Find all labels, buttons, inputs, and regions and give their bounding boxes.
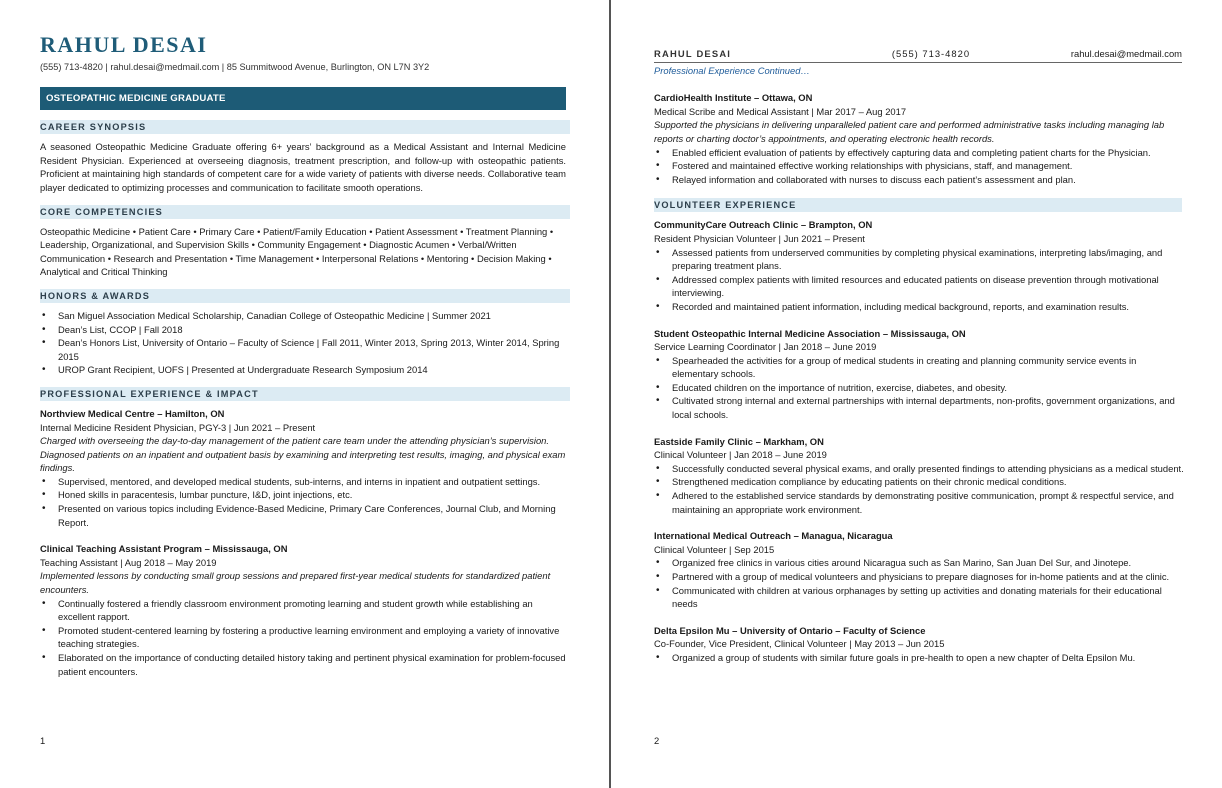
job-bullets	[40, 475, 568, 529]
job-organization: Student Osteopathic Internal Medicine Association – Mississauga, ON	[654, 327, 966, 339]
bullet-item: • Partnered with a group of medical volunteers and physicians to prepare diagnoses for in-home patients and at the clinic.	[654, 570, 1184, 584]
section-heading-experience: PROFESSIONAL EXPERIENCE & IMPACT	[40, 387, 570, 401]
job-organization: CommunityCare Outreach Clinic – Brampton, ON	[654, 219, 873, 231]
job-bullets	[40, 597, 568, 679]
resume-page-2	[612, 0, 1222, 788]
bullet-item: • Continually fostered a friendly classroom environment promoting learning and student growth while establishing an excellent rapport.	[40, 597, 568, 624]
section-heading-synopsis: CAREER SYNOPSIS	[40, 120, 570, 134]
job-entry	[654, 624, 1184, 665]
job-organization: Eastside Family Clinic – Markham, ON	[654, 435, 824, 447]
bullet-item: • Presented on various topics including Evidence-Based Medicine, Primary Care Conferences, Journal Club, and Morning Report.	[40, 502, 568, 529]
bullet-item: • Fostered and maintained effective working relationships with physicians, staff, and management.	[654, 159, 1184, 173]
bullet-item: • Adhered to the established service standards by demonstrating positive communication, prompt & respectful service, and maintaining an appropriate work environment.	[654, 489, 1184, 516]
running-header	[654, 47, 1182, 63]
job-entry	[654, 327, 1184, 422]
bullet-item: • Dean’s List, CCOP | Fall 2018	[40, 323, 568, 337]
job-role-dates: Internal Medicine Resident Physician, PGY-3 | Jun 2021 – Present	[40, 421, 316, 433]
job-role-dates: Co-Founder, Vice President, Clinical Volunteer | May 2013 – Jun 2015	[654, 638, 945, 650]
contact-line: (555) 713-4820 | rahul.desai@medmail.com | 85 Summitwood Avenue, Burlington, ON L7N 3Y2	[40, 62, 430, 72]
section-heading-competencies: CORE COMPETENCIES	[40, 205, 570, 219]
resume-page-1	[0, 0, 610, 788]
bullet-item: • Spearheaded the activities for a group of medical students in creating and planning community service events in elementary schools.	[654, 354, 1184, 381]
bullet-item: • Supervised, mentored, and developed medical students, sub-interns, and interns in inpatient and outpatient settings.	[40, 475, 568, 489]
job-bullets	[654, 651, 1184, 665]
bullet-item: • Enabled efficient evaluation of patients by effectively capturing data and completing patient charts for the Physician.	[654, 146, 1184, 160]
bullet-item: • Promoted student-centered learning by fostering a productive learning environment and employing a variety of innovative teaching strategies.	[40, 624, 568, 651]
experience-list	[40, 407, 568, 678]
job-entry	[40, 407, 568, 529]
bullet-item: • Successfully conducted several physical exams, and orally presented findings to attending physicians as a medical student.	[654, 462, 1184, 476]
job-organization: International Medical Outreach – Managua, Nicaragua	[654, 530, 893, 542]
job-role-dates: Clinical Volunteer | Sep 2015	[654, 543, 775, 555]
candidate-name: RAHUL DESAI	[40, 32, 208, 57]
bullet-item: • Strengthened medication compliance by educating patients on their chronic medical conditions.	[654, 475, 1184, 489]
job-entry	[654, 91, 1184, 186]
header-phone: (555) 713-4820	[891, 48, 971, 59]
job-role-dates: Teaching Assistant | Aug 2018 – May 2019	[40, 556, 217, 568]
synopsis-text: A seasoned Osteopathic Medicine Graduate offering 6+ years’ background as a Medical Assistant and Internal Medicine Resident Physician. Experienced at overseeing diagnosis, treatment prescription, and follow-up with osteopathic patients. Proficient at maintaining high standards of competent care for a wide variety of patients with diverse needs. Collaborative team player dedicated to optimizing processes and communication to facilitate smooth operations.	[40, 141, 566, 193]
bullet-item: • UROP Grant Recipient, UOFS | Presented at Undergraduate Research Symposium 2014	[40, 363, 568, 377]
job-description: Supported the physicians in delivering unparalleled patient care and performed administrative tasks including managing lab reports or charting doctor’s appointments, and operating electronic health records.	[654, 119, 1165, 144]
bullet-item: • Communicated with children at various orphanages by setting up activities and donating materials for their educational needs	[654, 584, 1184, 611]
experience-continued-list	[654, 91, 1184, 186]
job-role-dates: Service Learning Coordinator | Jan 2018 – June 2019	[654, 341, 877, 353]
bullet-item: • Cultivated strong internal and external partnerships with internal departments, non-profits, government organizations, and local schools.	[654, 394, 1184, 421]
job-entry	[654, 218, 1184, 313]
bullet-item: • San Miguel Association Medical Scholarship, Canadian College of Osteopathic Medicine | Summer 2021	[40, 309, 568, 323]
bullet-item: • Organized a group of students with similar future goals in pre-health to open a new chapter of Delta Epsilon Mu.	[654, 651, 1184, 665]
job-organization: Clinical Teaching Assistant Program – Mississauga, ON	[40, 543, 288, 555]
header-name: RAHUL DESAI	[654, 48, 732, 59]
bullet-item: • Addressed complex patients with limited resources and educated patients on disease prevention through motivational interviewing.	[654, 273, 1184, 300]
job-entry	[654, 435, 1184, 517]
bullet-item: • Organized free clinics in various cities around Nicaragua such as San Marino, San Juan Del Sur, and Jinotepe.	[654, 556, 1184, 570]
job-entry	[40, 542, 568, 678]
bullet-item: • Elaborated on the importance of conducting detailed history taking and pertinent physical examination for problem-focused patient encounters.	[40, 651, 568, 678]
section-heading-volunteer: VOLUNTEER EXPERIENCE	[654, 198, 1182, 212]
job-description: Charged with overseeing the day-to-day management of the patient care team under the attending physician’s supervision. Diagnosed patients on an inpatient and outpatient basis by examining and interpreting test results, imaging, and physical exam findings.	[40, 435, 566, 474]
bullet-item: • Assessed patients from underserved communities by completing physical examinations, interpreting labs/imaging, and preparing treatment plans.	[654, 246, 1184, 273]
job-organization: CardioHealth Institute – Ottawa, ON	[654, 92, 813, 104]
bullet-item: • Educated children on the importance of nutrition, exercise, diabetes, and obesity.	[654, 381, 1184, 395]
honors-list	[40, 309, 568, 377]
page-number: 2	[654, 735, 660, 747]
page-number: 1	[40, 735, 46, 747]
job-description: Implemented lessons by conducting small group sessions and prepared first-year medical students for standardized patient encounters.	[40, 570, 551, 596]
bullet-item: • Honed skills in paracentesis, lumbar puncture, I&D, joint injections, etc.	[40, 488, 568, 502]
header-email: rahul.desai@medmail.com	[1070, 48, 1182, 59]
bullet-item: • Relayed information and collaborated with nurses to discuss each patient’s assessment and plan.	[654, 173, 1184, 187]
job-entry	[654, 529, 1184, 611]
continued-label: Professional Experience Continued…	[654, 64, 810, 76]
job-bullets	[654, 556, 1184, 610]
job-organization: Delta Epsilon Mu – University of Ontario – Faculty of Science	[654, 624, 926, 636]
job-role-dates: Resident Physician Volunteer | Jun 2021 – Present	[654, 232, 865, 244]
bullet-item: • Dean’s Honors List, University of Ontario – Faculty of Science | Fall 2011, Winter 2013, Spring 2013, Winter 2014, Spring 2015	[40, 336, 568, 363]
job-bullets	[654, 146, 1184, 187]
job-bullets	[654, 354, 1184, 422]
competencies-text: Osteopathic Medicine • Patient Care • Primary Care • Patient/Family Education • Patient Assessment • Treatment Planning • Leadership, Organizational, and Supervision Skills • Community Engagement • Diagnostic Acumen • Verbal/Written Communication • Research and Presentation • Time Management • Interpersonal Relations • Mentoring • Decision Making • Analytical and Critical Thinking	[40, 225, 554, 278]
volunteer-list	[654, 218, 1184, 664]
job-bullets	[654, 462, 1184, 516]
title-banner: OSTEOPATHIC MEDICINE GRADUATE	[40, 87, 566, 111]
section-heading-honors: HONORS & AWARDS	[40, 289, 570, 303]
job-role-dates: Medical Scribe and Medical Assistant | Mar 2017 – Aug 2017	[654, 105, 907, 117]
bullet-item: • Recorded and maintained patient information, including medical background, reports, and examination results.	[654, 300, 1184, 314]
job-organization: Northview Medical Centre – Hamilton, ON	[40, 407, 225, 419]
job-bullets	[654, 246, 1184, 314]
job-role-dates: Clinical Volunteer | Jan 2018 – June 2019	[654, 449, 827, 461]
